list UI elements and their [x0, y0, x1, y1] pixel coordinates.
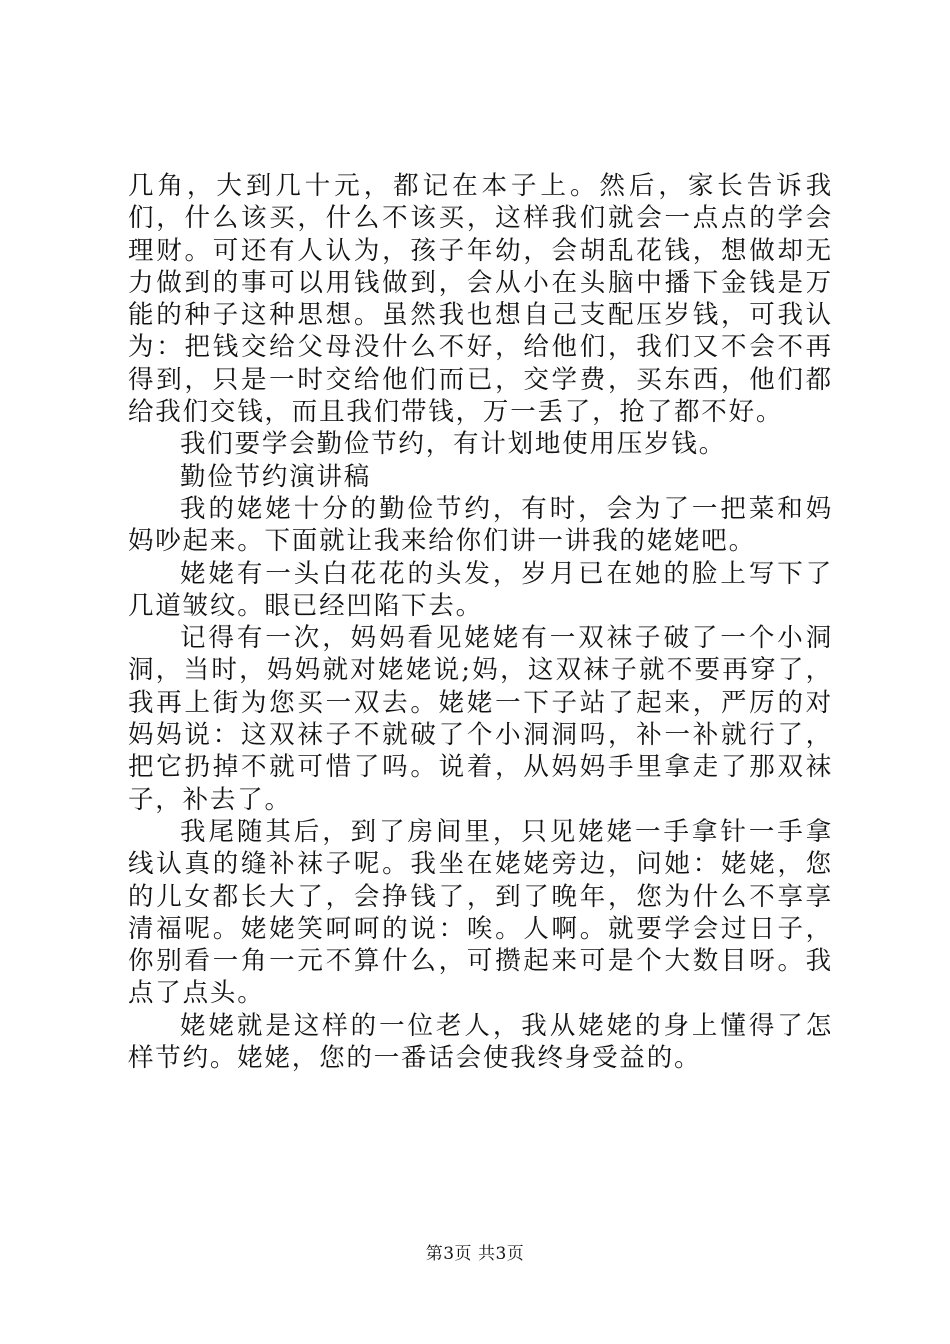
- page-number-label: 第3页 共3页: [425, 1244, 525, 1264]
- paragraph-continued: 几角，大到几十元，都记在本子上。然后，家长告诉我们，什么该买，什么不该买，这样我们就会一点点的学会理财。可还有人认为，孩子年幼，会胡乱花钱，想做却无力做到的事可以用钱做到，会从小在头脑中播下金钱是万能的种子这种思想。虽然我也想自己支配压岁钱，可我认为：把钱交给父母没什么不好，给他们，我们又不会不再得到，只是一时交给他们而已，交学费，买东西，他们都给我们交钱，而且我们带钱，万一丢了，抢了都不好。: [128, 171, 833, 428]
- page-footer: [0, 1243, 950, 1265]
- paragraph: 姥姥有一头白花花的头发，岁月已在她的脸上写下了几道皱纹。眼已经凹陷下去。: [128, 558, 833, 621]
- paragraph: 姥姥就是这样的一位老人，我从姥姥的身上懂得了怎样节约。姥姥，您的一番话会使我终身受益的。: [128, 1010, 833, 1074]
- paragraph: 记得有一次，妈妈看见姥姥有一双袜子破了一个小洞洞，当时，妈妈就对姥姥说;妈，这双袜子就不要再穿了，我再上街为您买一双去。姥姥一下子站了起来，严厉的对妈妈说：这双袜子不就破了个小洞洞吗，补一补就行了，把它扔掉不就可惜了吗。说着，从妈妈手里拿走了那双袜子，补去了。: [128, 623, 833, 815]
- paragraph: 我的姥姥十分的勤俭节约，有时，会为了一把菜和妈妈吵起来。下面就让我来给你们讲一讲我的姥姥吧。: [128, 493, 833, 557]
- section-title: 勤俭节约演讲稿: [180, 461, 372, 492]
- document-body: [128, 170, 833, 1074]
- paragraph: 我尾随其后，到了房间里，只见姥姥一手拿针一手拿线认真的缝补袜子呢。我坐在姥姥旁边，问她：姥姥，您的儿女都长大了，会挣钱了，到了晚年，您为什么不享享清福呢。姥姥笑呵呵的说：唉。人啊。就要学会过日子，你别看一角一元不算什么，可攒起来可是个大数目呀。我点了点头。: [128, 816, 833, 1009]
- paragraph-conclusion: 我们要学会勤俭节约，有计划地使用压岁钱。: [180, 429, 727, 460]
